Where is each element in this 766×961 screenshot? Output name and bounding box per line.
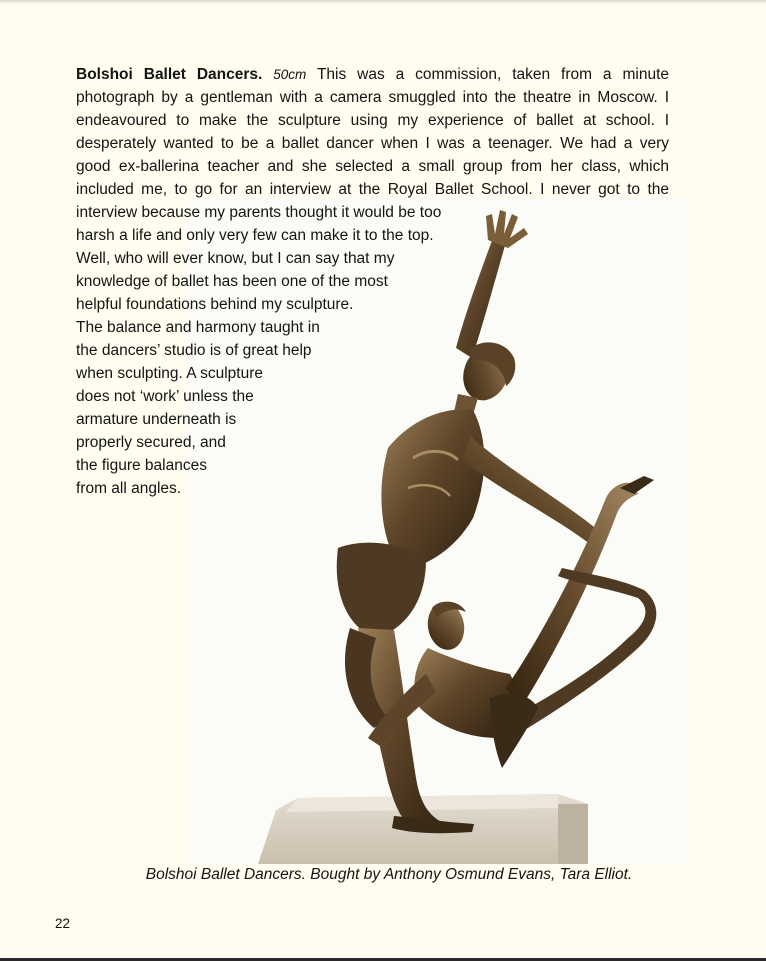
wrapped-text-line: from all angles.: [76, 480, 182, 497]
photo-caption: Bolshoi Ballet Dancers. Bought by Anthony Osmund Evans, Tara Elliot.: [145, 866, 633, 883]
wrapped-text-line: helpful foundations behind my sculpture.: [76, 296, 354, 313]
wrapped-text-line: when sculpting. A sculpture: [76, 365, 263, 382]
wrapped-text-line: the dancers’ studio is of great help: [76, 342, 312, 359]
body-paragraph-line: [76, 63, 669, 86]
wrapped-text-line: interview because my parents thought it would be too: [76, 204, 442, 221]
wrapped-text-line: does not ‘work’ unless the: [76, 388, 254, 405]
page-top-edge: [0, 0, 766, 4]
body-paragraph-line: endeavoured to make the sculpture using my experience of ballet at school. I: [76, 112, 669, 129]
body-paragraph-line: good ex-ballerina teacher and she selected a small group from her class, which: [76, 158, 669, 175]
body-paragraph-line: included me, to go for an interview at the Royal Ballet School. I never got to the: [76, 181, 669, 198]
body-paragraph-line: desperately wanted to be a ballet dancer when I was a teenager. We had a very: [76, 135, 669, 152]
wrapped-text-line: Well, who will ever know, but I can say that my: [76, 250, 395, 267]
body-text-span: This was a commission, taken from a minute: [316, 66, 669, 83]
wrapped-text-line: The balance and harmony taught in: [76, 319, 320, 336]
page-number: 22: [55, 916, 71, 931]
wrapped-text-line: harsh a life and only very few can make it to the top.: [76, 227, 434, 244]
artwork-size: 50cm: [273, 67, 307, 82]
body-paragraph-line: photograph by a gentleman with a camera smuggled into the theatre in Moscow. I: [76, 89, 669, 106]
wrapped-text-line: properly secured, and: [76, 434, 226, 451]
artwork-title: Bolshoi Ballet Dancers.: [76, 66, 263, 83]
wrapped-text-line: armature underneath is: [76, 411, 237, 428]
wrapped-text-line: the figure balances: [76, 457, 207, 474]
wrapped-text-line: knowledge of ballet has been one of the most: [76, 273, 388, 290]
